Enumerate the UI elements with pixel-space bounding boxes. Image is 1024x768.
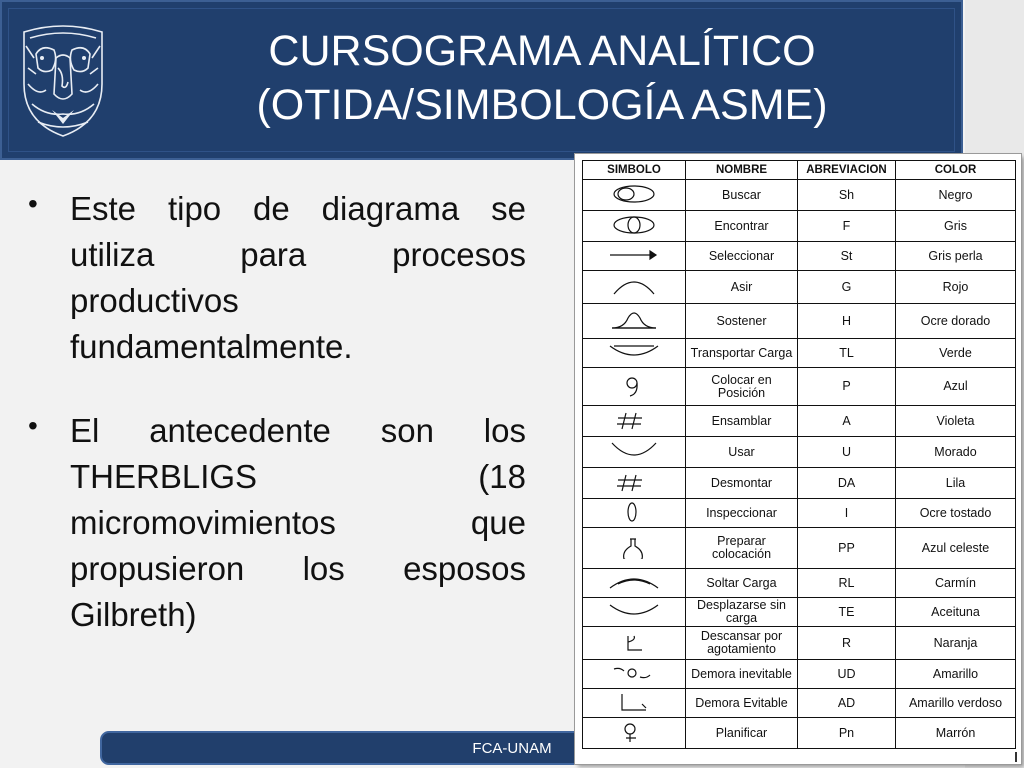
header-abbreviation: ABREVIACION (798, 161, 896, 180)
cell-abbreviation: Pn (798, 718, 896, 749)
avoidable-delay-icon (606, 692, 662, 714)
cell-symbol (583, 339, 686, 368)
cell-abbreviation: St (798, 242, 896, 271)
cell-name: Demora inevitable (686, 660, 798, 689)
use-cup-icon (606, 441, 662, 463)
cell-color: Azul celeste (896, 528, 1016, 569)
cell-symbol (583, 368, 686, 406)
slide-edge-mark (1015, 752, 1024, 762)
transport-empty-icon (606, 601, 662, 623)
cell-symbol (583, 718, 686, 749)
table-row (583, 406, 1016, 437)
table-row (583, 718, 1016, 749)
release-load-icon (606, 572, 662, 594)
table-row (583, 689, 1016, 718)
cell-abbreviation: H (798, 304, 896, 339)
cell-abbreviation: DA (798, 468, 896, 499)
cell-color: Negro (896, 180, 1016, 211)
bullet-dot-icon: • (28, 188, 38, 219)
cell-color: Gris perla (896, 242, 1016, 271)
cell-symbol (583, 437, 686, 468)
cell-abbreviation: UD (798, 660, 896, 689)
cell-color: Naranja (896, 627, 1016, 660)
find-eye-icon (606, 215, 662, 237)
table-row (583, 180, 1016, 211)
cell-abbreviation: U (798, 437, 896, 468)
table-row (583, 499, 1016, 528)
search-eye-icon (606, 184, 662, 206)
table-row (583, 627, 1016, 660)
cell-color: Morado (896, 437, 1016, 468)
assemble-hash-icon (606, 410, 662, 432)
cell-color: Amarillo verdoso (896, 689, 1016, 718)
cell-symbol (583, 627, 686, 660)
cell-name: Descansar por agotamiento (686, 627, 798, 660)
prepare-flask-icon (606, 537, 662, 559)
cell-abbreviation: R (798, 627, 896, 660)
title-banner (0, 0, 963, 160)
bullet-list (28, 186, 526, 676)
cell-abbreviation: G (798, 271, 896, 304)
cell-abbreviation: A (798, 406, 896, 437)
cell-symbol (583, 660, 686, 689)
table-row (583, 569, 1016, 598)
cell-color: Amarillo (896, 660, 1016, 689)
footer-label: FCA-UNAM (472, 740, 552, 757)
table-row (583, 528, 1016, 569)
cell-abbreviation: TE (798, 598, 896, 627)
cell-color: Gris (896, 211, 1016, 242)
table-header-row (583, 161, 1016, 180)
cell-color: Ocre tostado (896, 499, 1016, 528)
cell-name: Inspeccionar (686, 499, 798, 528)
cell-abbreviation: PP (798, 528, 896, 569)
therbligs-table (582, 160, 1016, 749)
cell-name: Desplazarse sin carga (686, 598, 798, 627)
cell-color: Rojo (896, 271, 1016, 304)
cell-symbol (583, 180, 686, 211)
cell-abbreviation: RL (798, 569, 896, 598)
therbligs-table-image (575, 154, 1021, 764)
cell-name: Encontrar (686, 211, 798, 242)
bullet-text: El antecedente son los THERBLIGS (18 micromovimientos que propusieron los esposos Gilbreth) (70, 412, 526, 633)
grasp-arc-icon (606, 276, 662, 298)
table-row (583, 304, 1016, 339)
slide-title-line-1: CURSOGRAMA ANALÍTICO (268, 27, 816, 75)
cell-abbreviation: Sh (798, 180, 896, 211)
cell-color: Lila (896, 468, 1016, 499)
header-name: NOMBRE (686, 161, 798, 180)
plan-head-icon (606, 722, 662, 744)
table-row (583, 242, 1016, 271)
hold-bell-icon (606, 310, 662, 332)
unam-crest-icon (12, 24, 114, 140)
table-row (583, 368, 1016, 406)
position-nine-icon (606, 376, 662, 398)
cell-symbol (583, 598, 686, 627)
cell-name: Demora Evitable (686, 689, 798, 718)
header-symbol: SIMBOLO (583, 161, 686, 180)
cell-abbreviation: TL (798, 339, 896, 368)
bullet-item (28, 186, 526, 370)
cell-color: Azul (896, 368, 1016, 406)
cell-symbol (583, 406, 686, 437)
cell-name: Transportar Carga (686, 339, 798, 368)
cell-name: Planificar (686, 718, 798, 749)
cell-symbol (583, 499, 686, 528)
cell-color: Verde (896, 339, 1016, 368)
cell-name: Preparar colocación (686, 528, 798, 569)
table-row (583, 468, 1016, 499)
table-row (583, 437, 1016, 468)
bullet-item (28, 408, 526, 638)
table-row (583, 211, 1016, 242)
cell-name: Ensamblar (686, 406, 798, 437)
cell-abbreviation: AD (798, 689, 896, 718)
cell-name: Seleccionar (686, 242, 798, 271)
cell-name: Usar (686, 437, 798, 468)
cell-name: Sostener (686, 304, 798, 339)
cell-symbol (583, 304, 686, 339)
cell-name: Desmontar (686, 468, 798, 499)
cell-symbol (583, 528, 686, 569)
cell-abbreviation: F (798, 211, 896, 242)
cell-color: Violeta (896, 406, 1016, 437)
cell-symbol (583, 689, 686, 718)
table-row (583, 598, 1016, 627)
cell-color: Carmín (896, 569, 1016, 598)
bullet-dot-icon: • (28, 410, 38, 441)
cell-symbol (583, 242, 686, 271)
cell-abbreviation: I (798, 499, 896, 528)
cell-symbol (583, 569, 686, 598)
disassemble-hash-icon (606, 472, 662, 494)
cell-name: Soltar Carga (686, 569, 798, 598)
cell-symbol (583, 211, 686, 242)
cell-abbreviation: P (798, 368, 896, 406)
cell-name: Buscar (686, 180, 798, 211)
slide-title-line-2: (OTIDA/SIMBOLOGÍA ASME) (256, 81, 828, 129)
bullet-text: Este tipo de diagrama se utiliza para procesos productivos fundamentalmente. (70, 190, 526, 365)
inspect-lens-icon (606, 502, 662, 524)
transport-load-icon (606, 342, 662, 364)
cell-color: Marrón (896, 718, 1016, 749)
unavoidable-delay-icon (606, 663, 662, 685)
slide-title (132, 24, 952, 132)
cell-color: Aceituna (896, 598, 1016, 627)
rest-chair-icon (606, 632, 662, 654)
table-row (583, 339, 1016, 368)
cell-symbol (583, 271, 686, 304)
cell-color: Ocre dorado (896, 304, 1016, 339)
cell-name: Asir (686, 271, 798, 304)
cell-symbol (583, 468, 686, 499)
table-row (583, 271, 1016, 304)
select-arrow-icon (606, 245, 662, 267)
cell-name: Colocar en Posición (686, 368, 798, 406)
table-row (583, 660, 1016, 689)
header-color: COLOR (896, 161, 1016, 180)
